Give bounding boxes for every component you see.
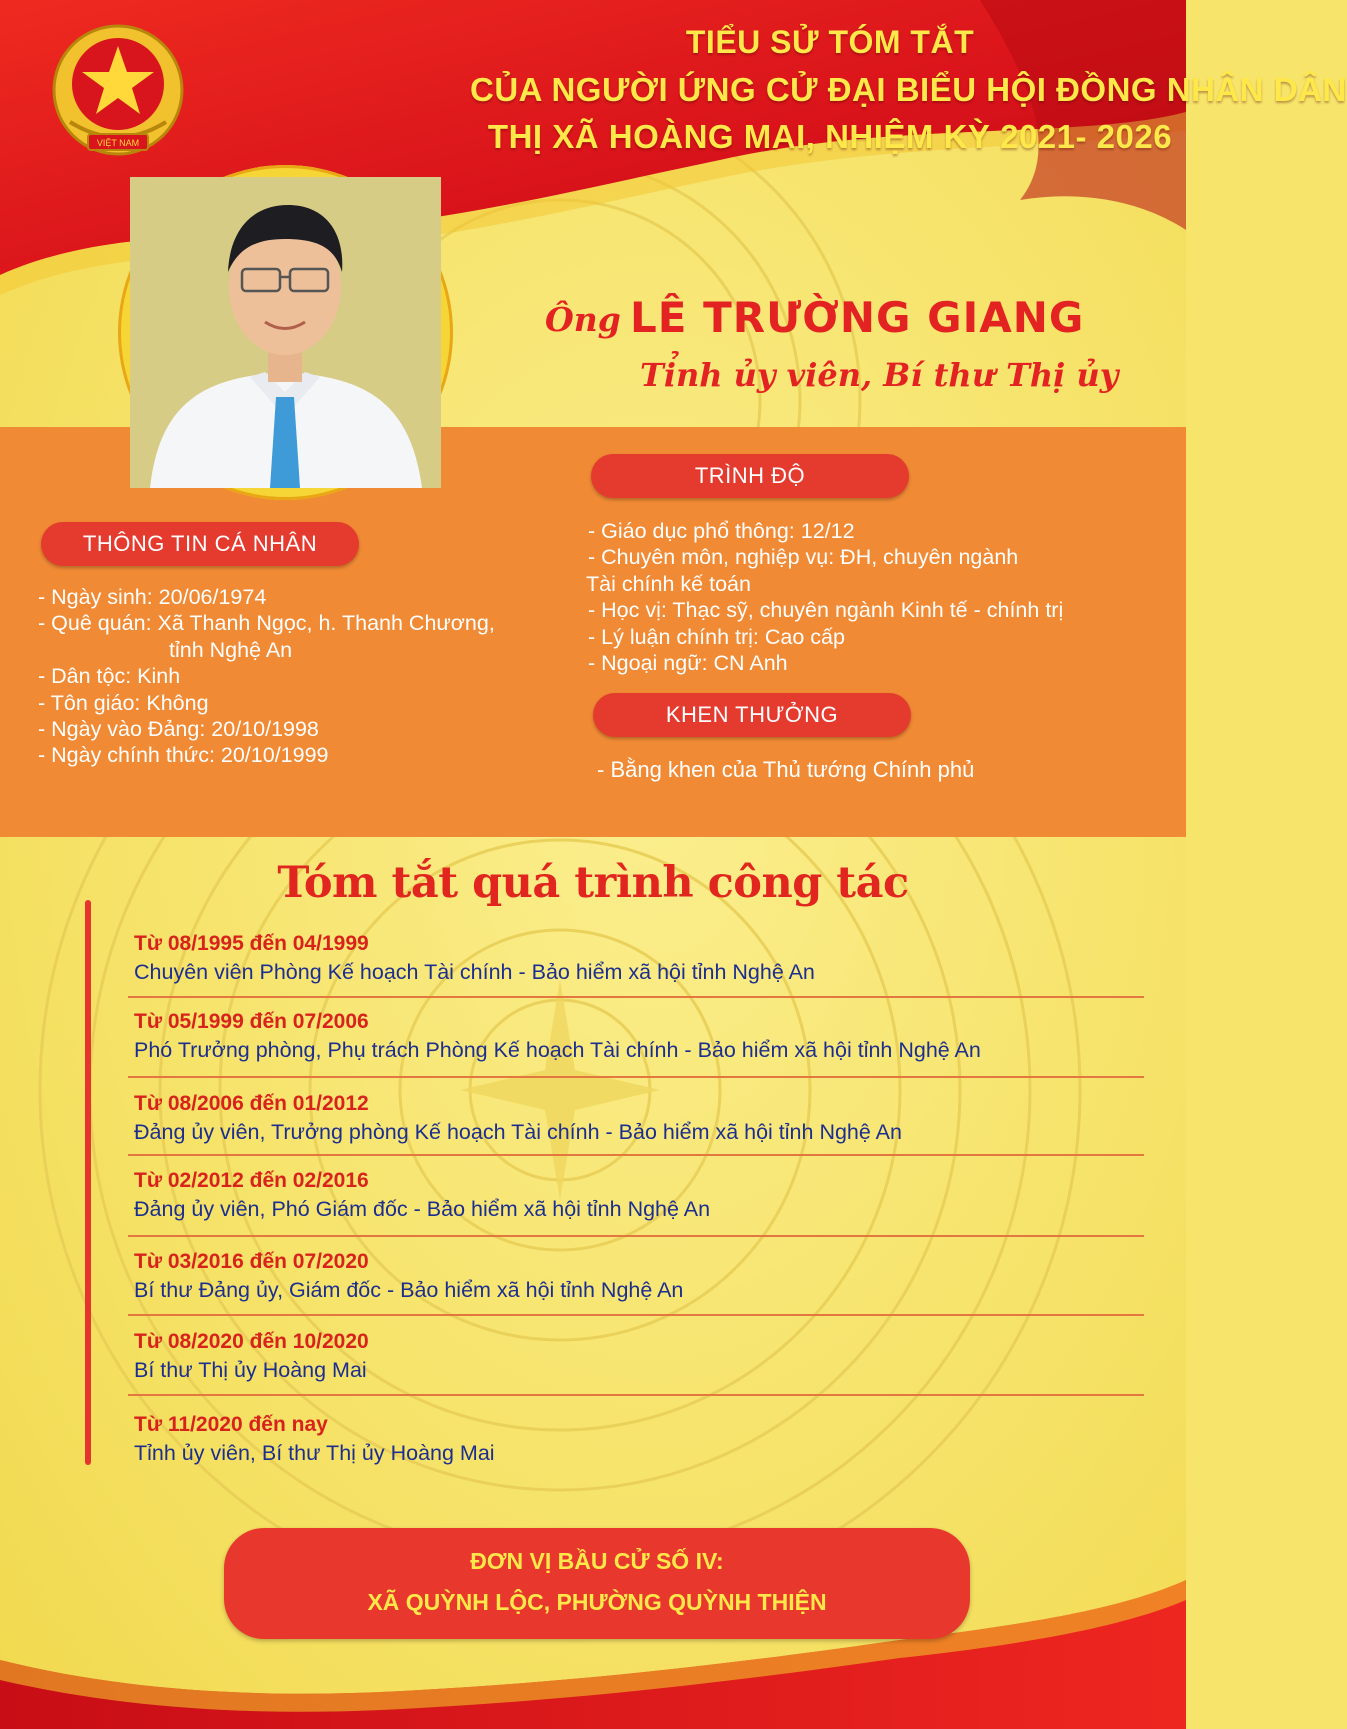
national-emblem-icon — [48, 22, 188, 164]
personal-info-heading: THÔNG TIN CÁ NHÂN — [41, 522, 359, 566]
career-role: Phó Trưởng phòng, Phụ trách Phòng Kế hoạch Tài chính - Bảo hiểm xã hội tỉnh Nghệ An — [134, 1038, 981, 1062]
education-item: - Học vị: Thạc sỹ, chuyên ngành Kinh tế - chính trị — [588, 598, 1064, 623]
career-heading: Tóm tắt quá trình công tác — [277, 858, 909, 908]
career-divider — [128, 1314, 1144, 1316]
candidate-honorific: Ông — [545, 300, 621, 339]
education-heading: TRÌNH ĐỘ — [591, 454, 909, 498]
portrait-photo — [130, 177, 441, 488]
career-period: Từ 03/2016 đến 07/2020 — [134, 1250, 369, 1273]
education-item: - Ngoại ngữ: CN Anh — [588, 651, 788, 676]
personal-info-item: - Ngày chính thức: 20/10/1999 — [38, 743, 329, 768]
career-period: Từ 08/2020 đến 10/2020 — [134, 1330, 369, 1353]
career-period: Từ 02/2012 đến 02/2016 — [134, 1169, 369, 1192]
career-role: Bí thư Đảng ủy, Giám đốc - Bảo hiểm xã hội tỉnh Nghệ An — [134, 1278, 684, 1302]
education-item: - Giáo dục phổ thông: 12/12 — [588, 519, 855, 543]
education-item: Tài chính kế toán — [586, 571, 751, 596]
personal-info-item: - Ngày sinh: 20/06/1974 — [38, 585, 267, 609]
timeline-bar — [85, 900, 91, 1465]
header-line-1: TIỂU SỬ TÓM TẮT — [685, 24, 975, 60]
personal-info-item: - Tôn giáo: Không — [38, 690, 209, 715]
career-divider — [128, 1076, 1144, 1078]
awards-heading: KHEN THƯỞNG — [593, 693, 911, 737]
personal-info-item: tỉnh Nghệ An — [169, 637, 293, 662]
constituency-banner — [224, 1528, 970, 1639]
career-entry — [134, 1330, 1144, 1383]
career-role: Đảng ủy viên, Trưởng phòng Kế hoạch Tài chính - Bảo hiểm xã hội tỉnh Nghệ An — [134, 1120, 902, 1144]
career-entry — [134, 1250, 1144, 1303]
personal-info-item: - Ngày vào Đảng: 20/10/1998 — [38, 717, 319, 742]
personal-info-item: - Dân tộc: Kinh — [38, 664, 181, 689]
career-entry — [134, 1413, 1144, 1466]
header-line-2: CỦA NGƯỜI ỨNG CỬ ĐẠI BIỂU HỘI ĐỒNG NHÂN DÂN — [470, 71, 1347, 108]
candidate-name: LÊ TRƯỜNG GIANG — [630, 293, 1085, 342]
svg-text:VIỆT NAM: VIỆT NAM — [96, 138, 140, 148]
career-period: Từ 11/2020 đến nay — [134, 1413, 328, 1436]
career-period: Từ 05/1999 đến 07/2006 — [134, 1010, 369, 1033]
career-divider — [128, 996, 1144, 998]
candidate-position: Tỉnh ủy viên, Bí thư Thị ủy — [640, 356, 1119, 394]
person-silhouette-icon — [130, 177, 441, 488]
career-role: Tỉnh ủy viên, Bí thư Thị ủy Hoàng Mai — [134, 1441, 495, 1465]
award-item: - Bằng khen của Thủ tướng Chính phủ — [597, 757, 975, 782]
education-list — [588, 518, 1168, 676]
career-entry — [134, 1010, 1144, 1063]
career-divider — [128, 1154, 1144, 1156]
career-role: Bí thư Thị ủy Hoàng Mai — [134, 1358, 367, 1382]
career-period: Từ 08/1995 đến 04/1999 — [134, 932, 369, 955]
personal-info-list — [38, 584, 598, 769]
constituency-area: XÃ QUỲNH LỘC, PHƯỜNG QUỲNH THIỆN — [367, 1589, 827, 1615]
header-line-3: THỊ XÃ HOÀNG MAI, NHIỆM KỲ 2021- 2026 — [487, 118, 1173, 155]
career-entry — [134, 1169, 1144, 1222]
education-item: - Lý luận chính trị: Cao cấp — [588, 624, 845, 649]
constituency-title: ĐƠN VỊ BẦU CỬ SỐ IV: — [470, 1548, 724, 1574]
career-entry — [134, 1092, 1144, 1145]
personal-info-item: - Quê quán: Xã Thanh Ngọc, h. Thanh Chương, — [38, 611, 495, 636]
education-item: - Chuyên môn, nghiệp vụ: ĐH, chuyên ngành — [588, 545, 1019, 570]
career-role: Chuyên viên Phòng Kế hoạch Tài chính - Bảo hiểm xã hội tỉnh Nghệ An — [134, 960, 815, 984]
career-divider — [128, 1394, 1144, 1396]
career-role: Đảng ủy viên, Phó Giám đốc - Bảo hiểm xã hội tỉnh Nghệ An — [134, 1197, 711, 1221]
career-entry — [134, 932, 1144, 985]
career-divider — [128, 1235, 1144, 1237]
career-period: Từ 08/2006 đến 01/2012 — [134, 1092, 369, 1115]
